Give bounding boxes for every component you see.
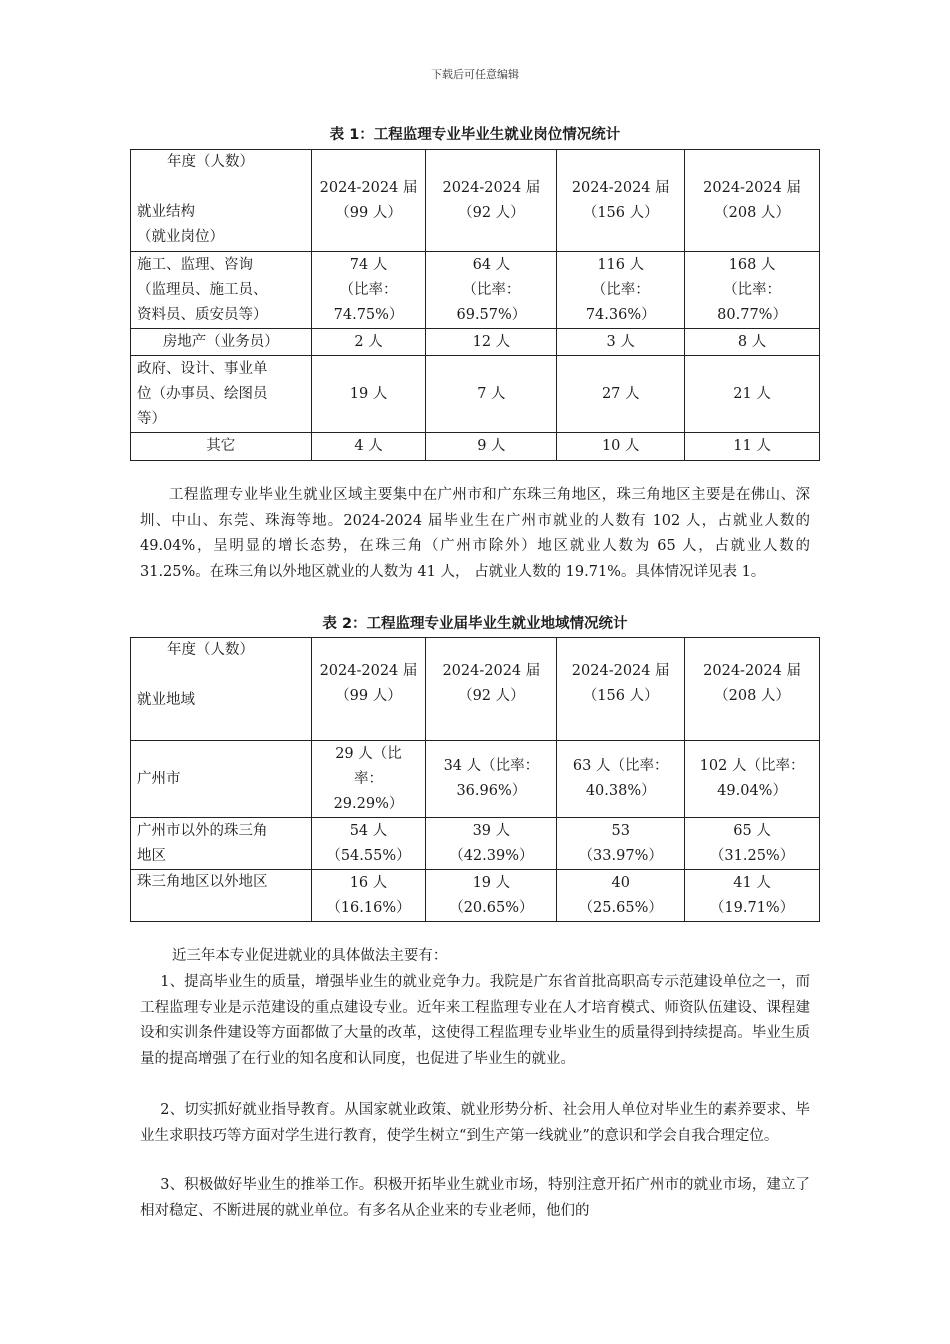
- table-row: [131, 329, 820, 356]
- table1-corner-position: （就业岗位）: [137, 229, 224, 245]
- table1-caption: 表 1：工程监理专业毕业生就业岗位情况统计: [329, 127, 621, 143]
- table1-col-header: 2024-2024 届 （208 人）: [685, 150, 820, 252]
- table-cell: 41 人 （19.71%）: [685, 870, 820, 922]
- table1-corner-cell: [131, 150, 312, 252]
- row-label: 其它: [131, 433, 312, 461]
- table-cell: 40 （25.65%）: [557, 870, 685, 922]
- table-row: [131, 741, 820, 818]
- table-row: [131, 818, 820, 870]
- table-cell: 4 人: [311, 433, 426, 461]
- table-cell: 9 人: [426, 433, 557, 461]
- table-cell: 27 人: [557, 356, 685, 433]
- table-row: [131, 252, 820, 329]
- table-cell: 10 人: [557, 433, 685, 461]
- table-cell: 16 人 （16.16%）: [311, 870, 426, 922]
- table2-corner-cell: [131, 638, 312, 741]
- row-label: 珠三角地区以外地区: [131, 870, 312, 922]
- row-label: 广州市以外的珠三角 地区: [131, 818, 312, 870]
- table-cell: 116 人 （比率： 74.36%）: [557, 252, 685, 329]
- table2-col-header: 2024-2024 届 （156 人）: [557, 638, 685, 741]
- table-cell: 65 人 （31.25%）: [685, 818, 820, 870]
- row-label: 房地产（业务员）: [131, 329, 312, 356]
- table-cell: 19 人: [311, 356, 426, 433]
- row-label: 政府、设计、事业单 位（办事员、绘图员 等）: [131, 356, 312, 433]
- table2-header-row: [131, 638, 820, 741]
- page-header: 下载后可任意编辑: [431, 68, 519, 81]
- table-cell: 7 人: [426, 356, 557, 433]
- table2-corner-year: 年度（人数）: [167, 642, 254, 658]
- table-cell: 102 人（比率： 49.04%）: [685, 741, 820, 818]
- paragraph-measures-intro: 近三年本专业促进就业的具体做法主要有：: [171, 948, 448, 964]
- table2-col-header: 2024-2024 届 （99 人）: [311, 638, 426, 741]
- table-cell: 12 人: [426, 329, 557, 356]
- paragraph-measure-2: 2、切实抓好就业指导教育。从国家就业政策、就业形势分析、社会用人单位对毕业生的素养要求、毕业生求职技巧等方面对学生进行教育，使学生树立“到生产第一线就业”的意识和学会自我合理定位。: [140, 1102, 810, 1144]
- table1-col-header: 2024-2024 届 （156 人）: [557, 150, 685, 252]
- table-cell: 54 人 （54.55%）: [311, 818, 426, 870]
- paragraph-regions: 工程监理专业毕业生就业区域主要集中在广州市和广东珠三角地区，珠三角地区主要是在佛山、深圳、中山、东莞、珠海等地。2024-2024 届毕业生在广州市就业的人数有 102 人，占就业人数的 49.04%，呈明显的增长态势，在珠三角（广州市除外）地区就业人数为 65 人，占就业人数的 31.25%。在珠三角以外地区就业的人数为 41 人， 占就业人数的 19.71%。具体情况详见表 1。: [140, 487, 810, 580]
- row-label: 广州市: [131, 741, 312, 818]
- table2-col-header: 2024-2024 届 （92 人）: [426, 638, 557, 741]
- table-row: [131, 870, 820, 922]
- table-cell: 53 （33.97%）: [557, 818, 685, 870]
- table-cell: 3 人: [557, 329, 685, 356]
- table-row: [131, 356, 820, 433]
- table1-header-row: [131, 150, 820, 252]
- table1: [130, 149, 820, 461]
- table1-col-header: 2024-2024 届 （92 人）: [426, 150, 557, 252]
- table2: [130, 637, 820, 922]
- table-cell: 19 人 （20.65%）: [426, 870, 557, 922]
- table-cell: 63 人（比率： 40.38%）: [557, 741, 685, 818]
- paragraph-measure-3: 3、积极做好毕业生的推举工作。积极开拓毕业生就业市场，特别注意开拓广州市的就业市场，建立了相对稳定、不断进展的就业单位。有多名从企业来的专业老师，他们的: [140, 1177, 810, 1219]
- table-row: [131, 433, 820, 461]
- table2-caption: 表 2：工程监理专业届毕业生就业地域情况统计: [322, 616, 628, 632]
- table-cell: 34 人（比率： 36.96%）: [426, 741, 557, 818]
- table-cell: 2 人: [311, 329, 426, 356]
- row-label: 施工、监理、咨询 （监理员、施工员、 资料员、质安员等）: [131, 252, 312, 329]
- table1-corner-structure: 就业结构: [137, 204, 195, 220]
- table-cell: 21 人: [685, 356, 820, 433]
- table-cell: 64 人 （比率： 69.57%）: [426, 252, 557, 329]
- table1-col-header: 2024-2024 届 （99 人）: [311, 150, 426, 252]
- table-cell: 74 人 （比率： 74.75%）: [311, 252, 426, 329]
- table-cell: 168 人 （比率： 80.77%）: [685, 252, 820, 329]
- table1-corner-year: 年度（人数）: [167, 154, 254, 170]
- table-cell: 11 人: [685, 433, 820, 461]
- paragraph-measure-1: 1、提高毕业生的质量，增强毕业生的就业竞争力。我院是广东省首批高职高专示范建设单位之一，而工程监理专业是示范建设的重点建设专业。近年来工程监理专业在人才培育模式、师资队伍建设、课程建设和实训条件建设等方面都做了大量的改革，这使得工程监理专业毕业生的质量得到持续提高。毕业生质量的提高增强了在行业的知名度和认同度，也促进了毕业生的就业。: [140, 974, 810, 1067]
- table2-col-header: 2024-2024 届 （208 人）: [685, 638, 820, 741]
- table-cell: 8 人: [685, 329, 820, 356]
- table-cell: 29 人（比 率： 29.29%）: [311, 741, 426, 818]
- table2-corner-region: 就业地域: [137, 692, 195, 708]
- table-cell: 39 人 （42.39%）: [426, 818, 557, 870]
